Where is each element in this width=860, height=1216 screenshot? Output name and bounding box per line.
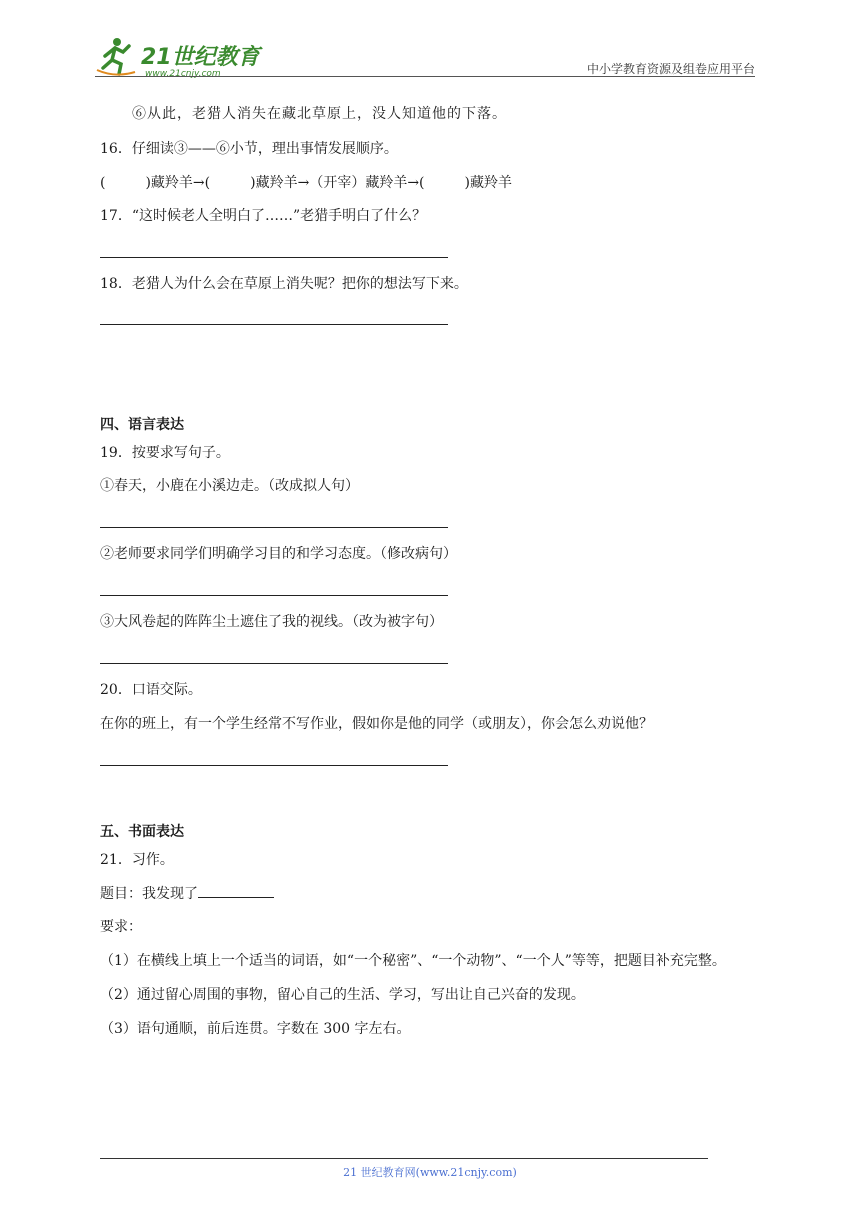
seq-text-3: )藏羚羊 — [464, 175, 512, 191]
header-divider — [95, 76, 755, 77]
question-21: 21．习作。 — [100, 852, 174, 868]
answer-line-20[interactable] — [100, 765, 448, 766]
question-20-prompt: 在你的班上，有一个学生经常不写作业，假如你是他的同学（或朋友），你会怎么劝说他？ — [100, 716, 653, 732]
answer-line-19-3[interactable] — [100, 663, 448, 664]
question-21-title — [100, 883, 274, 904]
question-20: 20．口语交际。 — [100, 682, 202, 698]
section-4-heading: 四、语言表达 — [100, 417, 184, 433]
requirement-1: （1）在横线上填上一个适当的词语，如“一个秘密”、“一个动物”、“一个人”等等，把题目补充完整。 — [100, 953, 726, 969]
logo-text: 21世纪教育 — [141, 45, 260, 70]
question-19: 19．按要求写句子。 — [100, 445, 230, 461]
question-17: 17．“这时候老人全明白了……”老猎手明白了什么？ — [100, 208, 427, 224]
logo-url: www.21cnjy.com — [145, 69, 221, 78]
question-21-requirements-label: 要求： — [100, 919, 142, 935]
page-header — [95, 30, 755, 80]
answer-line-19-1[interactable] — [100, 527, 448, 528]
answer-line-17[interactable] — [100, 257, 448, 258]
site-logo[interactable] — [95, 34, 265, 78]
footer-divider — [100, 1158, 708, 1159]
answer-line-18[interactable] — [100, 324, 448, 325]
question-16-sequence — [100, 173, 512, 193]
requirement-2: （2）通过留心周围的事物，留心自己的生活、学习，写出让自己兴奋的发现。 — [100, 987, 585, 1003]
header-platform-name: 中小学教育资源及组卷应用平台 — [586, 62, 755, 76]
section-5-heading: 五、书面表达 — [100, 824, 184, 840]
q15-paragraph-6: ⑥从此，老猎人消失在藏北草原上，没人知道他的下落。 — [132, 106, 507, 122]
essay-title-blank[interactable] — [198, 883, 274, 898]
footer-link[interactable]: 21 世纪教育网(www.21cnjy.com) — [343, 1166, 517, 1179]
logo-runner-icon — [95, 34, 265, 78]
essay-title-label: 题目：我发现了 — [100, 886, 198, 902]
question-19-2: ②老师要求同学们明确学习目的和学习态度。（修改病句） — [100, 546, 457, 562]
seq-open-1: ( — [100, 175, 106, 191]
question-19-1: ①春天，小鹿在小溪边走。（改成拟人句） — [100, 478, 359, 494]
seq-text-1: )藏羚羊→( — [145, 175, 211, 191]
requirement-3: （3）语句通顺，前后连贯。字数在 300 字左右。 — [100, 1021, 411, 1037]
question-19-3: ③大风卷起的阵阵尘土遮住了我的视线。（改为被字句） — [100, 614, 443, 630]
answer-line-19-2[interactable] — [100, 595, 448, 596]
question-18: 18．老猎人为什么会在草原上消失呢？把你的想法写下来。 — [100, 276, 468, 292]
seq-text-2: )藏羚羊→（开宰）藏羚羊→( — [250, 175, 425, 191]
question-16: 16．仔细读③——⑥小节，理出事情发展顺序。 — [100, 141, 398, 157]
